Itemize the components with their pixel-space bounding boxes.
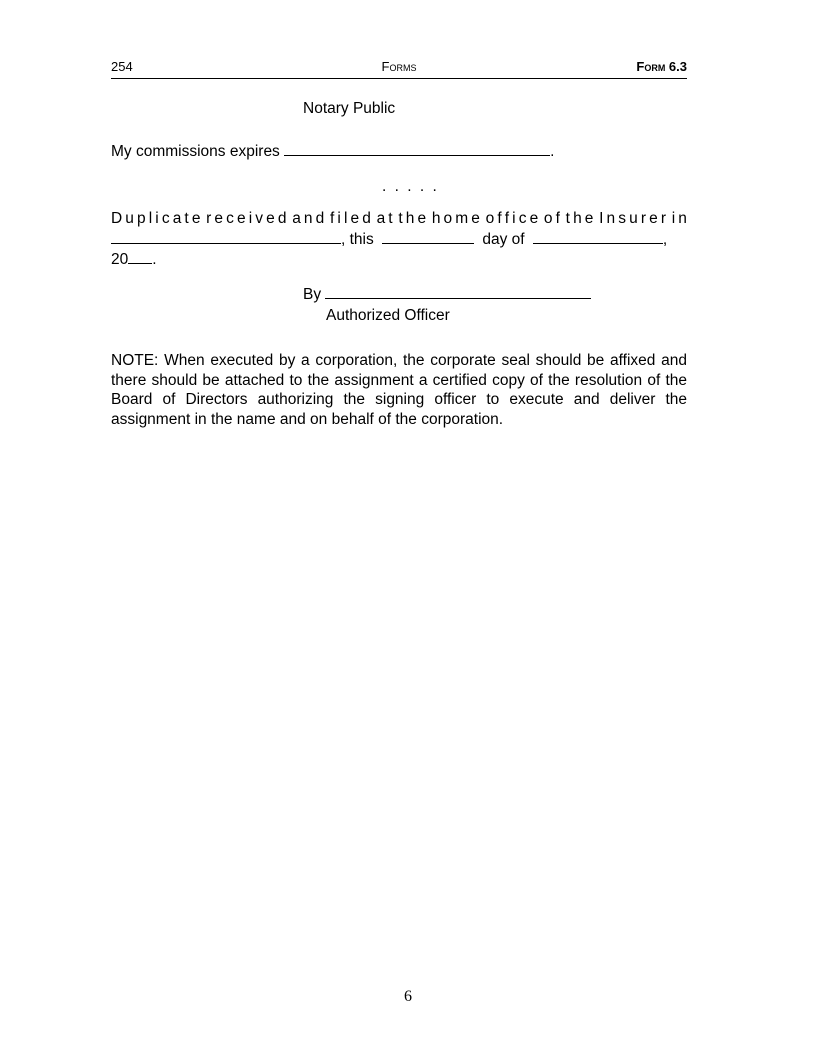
header-page-number: 254 bbox=[111, 59, 133, 74]
duplicate-word: t h e bbox=[565, 210, 594, 227]
header-form-label bbox=[636, 59, 687, 74]
separator-dots: . . . . . bbox=[382, 178, 439, 195]
duplicate-word: i n bbox=[671, 210, 687, 227]
day-label: day of bbox=[482, 231, 525, 248]
month-blank[interactable] bbox=[533, 229, 663, 244]
commission-line bbox=[111, 141, 554, 162]
home-office-location-blank[interactable] bbox=[111, 229, 341, 244]
year-blank[interactable] bbox=[128, 249, 152, 264]
commission-end: . bbox=[550, 143, 555, 160]
note-paragraph: NOTE: When executed by a corporation, the corporate seal should be affixed and there should be attached to the assignment a certified copy of the resolution of the Board of Directors authorizing the signing officer to execute and deliver the assignment in the name and on behalf of the corporation. bbox=[111, 352, 687, 428]
duplicate-word: t h e bbox=[398, 210, 427, 227]
signature-by-line bbox=[303, 284, 591, 305]
duplicate-line-3 bbox=[111, 249, 157, 270]
header-section-text: Forms bbox=[381, 59, 417, 74]
duplicate-word: o f f i c e bbox=[485, 210, 539, 227]
footer-page-number: 6 bbox=[404, 988, 412, 1005]
duplicate-word: r e c e i v e d bbox=[206, 210, 287, 227]
header-section bbox=[111, 59, 687, 74]
duplicate-word: o f bbox=[543, 210, 560, 227]
authorized-officer-label: Authorized Officer bbox=[326, 307, 450, 324]
duplicate-word: h o m e bbox=[431, 210, 480, 227]
day-blank[interactable] bbox=[382, 229, 474, 244]
header-form-label-text: Form 6.3 bbox=[636, 59, 687, 74]
page-header bbox=[111, 59, 687, 79]
duplicate-word: D u p l i c a t e bbox=[111, 210, 201, 227]
duplicate-word: I n s u r e r bbox=[599, 210, 666, 227]
year-prefix: 20 bbox=[111, 251, 129, 268]
by-label: By bbox=[303, 286, 322, 303]
duplicate-word: a t bbox=[376, 210, 393, 227]
commission-label: My commissions expires bbox=[111, 143, 280, 160]
this-label: , this bbox=[341, 231, 374, 248]
commission-date-blank[interactable] bbox=[284, 141, 550, 156]
year-end: . bbox=[152, 251, 157, 268]
notary-title: Notary Public bbox=[303, 100, 396, 117]
duplicate-word: f i l e d bbox=[330, 210, 371, 227]
comma: , bbox=[662, 231, 668, 248]
duplicate-line-2 bbox=[111, 229, 687, 250]
duplicate-line-1 bbox=[111, 209, 687, 229]
signature-blank[interactable] bbox=[325, 284, 591, 299]
duplicate-word: a n d bbox=[292, 210, 325, 227]
